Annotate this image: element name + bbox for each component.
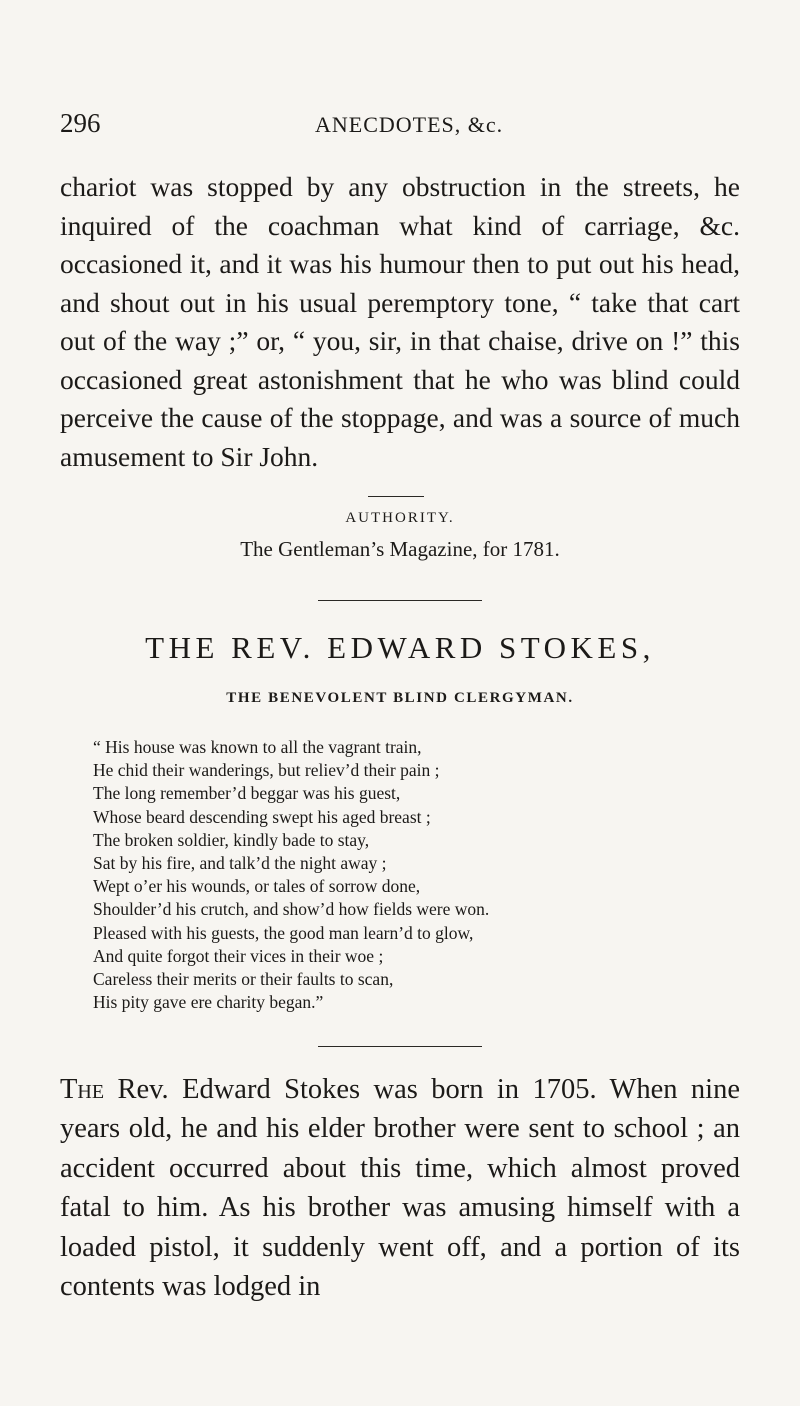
running-title: ANECDOTES, &c. xyxy=(315,112,504,137)
poem-line: And quite forgot their vices in their woe ; xyxy=(93,945,384,966)
section-divider xyxy=(318,600,482,601)
authority-source: The Gentleman’s Magazine, for 1781. xyxy=(240,537,560,561)
section-subtitle: THE BENEVOLENT BLIND CLERGYMAN. xyxy=(226,690,574,706)
paragraph-lead-word: The xyxy=(60,1074,105,1105)
authority-label: AUTHORITY. xyxy=(345,510,455,526)
anecdote-paragraph: chariot was stopped by any obstruction in the streets, he inquired of the coachman what kind of carriage, &c. occasioned it, and it was his humour then to put out his head, and shout out in his usual peremptory tone, “ take that cart out of the way ;” or, “ you, sir, in that chaise, drive on !” this occasioned great astonishment that he who was blind could perceive the cause of the stoppage, and was a source of much amusement to Sir John. xyxy=(60,171,740,472)
poem-line: The broken soldier, kindly bade to stay, xyxy=(93,829,370,850)
poem-line: “ His house was known to all the vagrant train, xyxy=(93,737,422,757)
poem-divider xyxy=(318,1046,482,1047)
poem-line: Careless their merits or their faults to scan, xyxy=(93,969,394,990)
poem-line: The long remember’d beggar was his guest, xyxy=(93,783,401,804)
poem-line: Whose beard descending swept his aged breast ; xyxy=(93,806,431,827)
short-divider xyxy=(368,496,424,497)
paragraph-body: Rev. Edward Stokes was born in 1705. When nine years old, he and his elder brother were sent to school ; an accident occurred about this time, which almost proved fatal to him. As his brother was amusing himself with a loaded pistol, it suddenly went off, and a portion of its contents was lodged in xyxy=(60,1074,740,1303)
poem-line: Wept o’er his wounds, or tales of sorrow done, xyxy=(93,876,421,897)
section-title: THE REV. EDWARD STOKES, xyxy=(145,630,655,665)
poem-line: Sat by his fire, and talk’d the night away ; xyxy=(93,853,387,874)
poem-line: He chid their wanderings, but reliev’d their pain ; xyxy=(93,760,440,781)
page-header xyxy=(0,108,800,148)
poem-line: Shoulder’d his crutch, and show’d how fields were won. xyxy=(93,899,490,920)
biography-paragraph xyxy=(60,1070,740,1306)
epigraph-poem xyxy=(93,736,733,1014)
poem-line: His pity gave ere charity began.” xyxy=(93,992,324,1013)
poem-line: Pleased with his guests, the good man learn’d to glow, xyxy=(93,922,474,943)
page-number: 296 xyxy=(60,108,101,138)
